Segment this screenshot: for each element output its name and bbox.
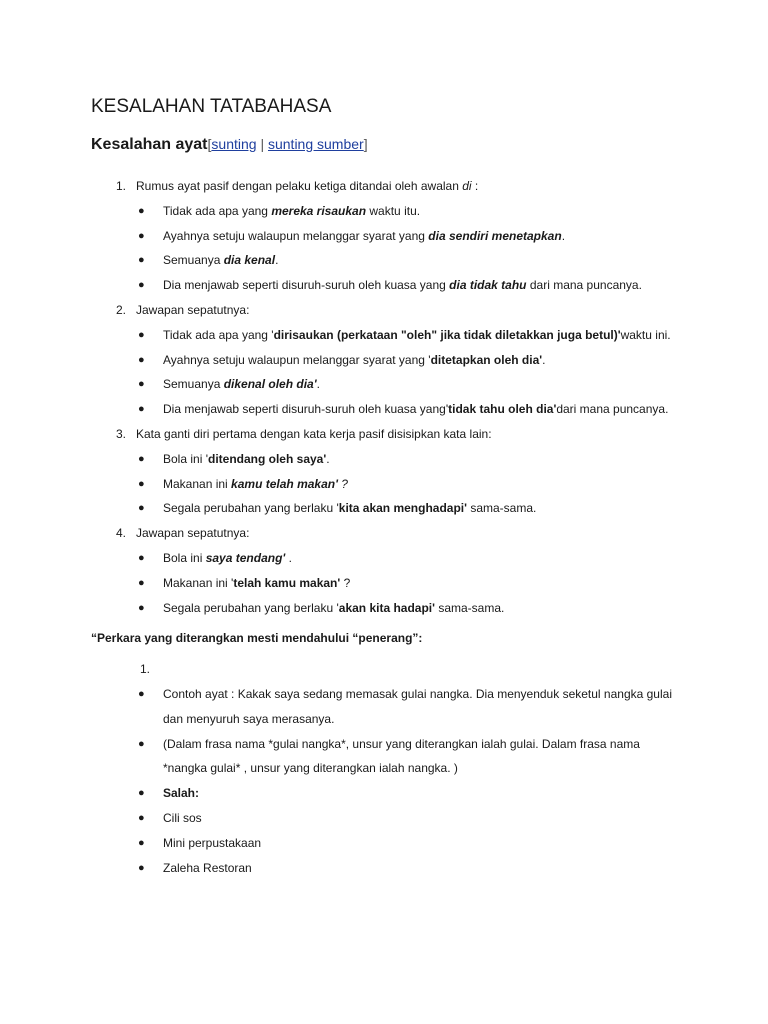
bullet-text: Ayahnya setuju walaupun melanggar syarat yang ': [163, 352, 431, 367]
bullet-item: [0, 447, 673, 472]
bullet-icon: ●: [138, 836, 145, 849]
bullet-post: sama-sama.: [467, 501, 537, 516]
bullet-post: dari mana puncanya.: [526, 278, 642, 293]
item-text: Jawapan sepatutnya:: [136, 526, 250, 541]
bullet-strong: akan kita hadapi': [338, 600, 435, 615]
bullet-item: [0, 781, 673, 806]
bullet-post: sama-sama.: [435, 600, 505, 615]
bullet-strong: Salah:: [163, 786, 200, 801]
bullet-strong: telah kamu makan': [233, 575, 341, 590]
bullet-text: Tidak ada apa yang ': [163, 327, 274, 342]
item-tail: :: [471, 179, 479, 193]
bullet-icon: ●: [138, 328, 145, 341]
page-title: KESALAHAN TATABAHASA: [91, 96, 332, 117]
bullet-text: Segala perubahan yang berlaku ': [163, 501, 339, 516]
bullet-strong: tidak tahu oleh dia': [448, 402, 557, 417]
bullet-strong: dikenal oleh dia': [223, 377, 317, 392]
bullet-text: Makanan ini: [163, 476, 232, 491]
bullet-icon: ●: [138, 403, 145, 416]
bullet-item: [0, 372, 673, 397]
numbered-item: [0, 422, 676, 447]
bullet-icon: ●: [138, 551, 145, 564]
bullet-strong: dia sendiri menetapkan: [428, 228, 562, 243]
bullet-post: .: [285, 550, 292, 565]
numbered-item: [0, 298, 676, 323]
bullet-text: (Dalam frasa nama *gulai nangka*, unsur yang diterangkan ialah gulai. Dalam frasa nama *nangka gulai* , unsur yang diterangkan ialah nangka. ): [163, 736, 640, 776]
bullet-item: [0, 732, 673, 782]
bullet-text: Ayahnya setuju walaupun melanggar syarat yang: [163, 228, 429, 243]
bullet-icon: ●: [138, 477, 145, 490]
bullet-text: Contoh ayat : Kakak saya sedang memasak gulai nangka. Dia menyenduk seketul nangka gulai dan menyuruh saya merasanya.: [163, 686, 672, 726]
bullet-icon: ●: [138, 204, 145, 217]
bullet-item: [0, 831, 673, 856]
bullet-text: Zaleha Restoran: [163, 860, 252, 875]
bullet-icon: ●: [138, 229, 145, 242]
bullet-item: [0, 856, 673, 881]
bullet-icon: ●: [138, 787, 145, 800]
bullet-item: [0, 546, 673, 571]
bullet-strong: ditendang oleh saya': [207, 451, 327, 466]
bullet-icon: ●: [138, 601, 145, 614]
bullet-item: [0, 397, 673, 422]
bullet-icon: ●: [138, 861, 145, 874]
bullet-strong: saya tendang': [205, 550, 286, 565]
bullet-icon: ●: [138, 502, 145, 515]
bullet-icon: ●: [138, 279, 145, 292]
subtitle-text: Kesalahan ayat: [91, 136, 208, 153]
bullet-strong: dia tidak tahu: [449, 278, 527, 293]
item-number: 3.: [116, 426, 127, 441]
bullet-item: [0, 224, 673, 249]
bullet-icon: ●: [138, 687, 145, 700]
bullet-strong: dirisaukan (perkataan "oleh" jika tidak diletakkan juga betul)': [273, 327, 621, 342]
edit-link[interactable]: sunting: [211, 136, 257, 152]
section-heading: “Perkara yang diterangkan mesti mendahului “penerang”:: [91, 631, 423, 646]
bullet-text: Makanan ini ': [163, 575, 234, 590]
bullet-post: ?: [337, 476, 348, 491]
bullet-text: Semuanya: [163, 253, 224, 268]
bullet-icon: ●: [138, 452, 145, 465]
bullet-icon: ●: [138, 353, 145, 366]
section-subtitle: [91, 132, 368, 157]
bullet-icon: ●: [138, 378, 145, 391]
bullet-item: [0, 348, 673, 373]
bullet-text: Dia menjawab seperti disuruh-suruh oleh kuasa yang: [163, 278, 450, 293]
bullet-post: waktu ini.: [620, 327, 671, 342]
bullet-item: [0, 323, 673, 348]
bullet-strong: ditetapkan oleh dia': [430, 352, 543, 367]
bullet-icon: ●: [138, 811, 145, 824]
bullet-text: Cili sos: [163, 810, 202, 825]
bullet-item: [0, 273, 673, 298]
item-text: Kata ganti diri pertama dengan kata kerja pasif disisipkan kata lain:: [136, 426, 492, 441]
numbered-item: 1.: [140, 662, 151, 677]
bullet-icon: ●: [138, 576, 145, 589]
edit-source-link[interactable]: sunting sumber: [267, 136, 364, 152]
bullet-post: .: [326, 451, 330, 466]
bullet-post: .: [561, 228, 566, 243]
bullet-post: dari mana puncanya.: [556, 402, 669, 417]
item-number: 1.: [116, 179, 127, 193]
bullet-post: .: [316, 377, 320, 392]
bullet-post: ?: [340, 575, 351, 590]
item-text: Rumus ayat pasif dengan pelaku ketiga ditandai oleh awalan: [136, 179, 463, 193]
bullet-text: Mini perpustakaan: [163, 835, 262, 850]
bullet-text: Semuanya: [163, 377, 224, 392]
bullet-strong: dia kenal: [223, 253, 276, 268]
bullet-item: [0, 571, 673, 596]
bullet-text: Tidak ada apa yang: [163, 203, 272, 218]
bracket-open: [: [207, 136, 212, 152]
bullet-strong: kita akan menghadapi': [338, 501, 467, 516]
item-text: Jawapan sepatutnya:: [136, 302, 250, 317]
bullet-strong: kamu telah makan': [231, 476, 338, 491]
bullet-item: [0, 496, 673, 521]
bullet-text: Dia menjawab seperti disuruh-suruh oleh kuasa yang': [163, 402, 449, 417]
bullet-item: [0, 596, 673, 621]
item-emphasis: di: [462, 179, 472, 193]
bullet-post: .: [542, 352, 546, 367]
bullet-item: [0, 682, 673, 732]
bullet-strong: mereka risaukan: [271, 203, 367, 218]
bullet-item: [0, 806, 673, 831]
bullet-text: Bola ini: [163, 550, 206, 565]
bullet-text: Segala perubahan yang berlaku ': [163, 600, 339, 615]
bullet-item: [0, 199, 673, 224]
numbered-item: [0, 521, 676, 546]
bullet-item: [0, 248, 673, 273]
link-separator: |: [256, 136, 268, 152]
item-number: 4.: [116, 526, 127, 541]
bullet-icon: ●: [138, 737, 145, 750]
bullet-item: [0, 472, 673, 497]
bullet-text: Bola ini ': [163, 451, 208, 466]
bullet-icon: ●: [138, 254, 145, 267]
bullet-post: waktu itu.: [366, 203, 421, 218]
numbered-item: [0, 174, 676, 199]
document-body: [0, 174, 768, 880]
item-number: 2.: [116, 302, 127, 317]
bullet-post: .: [275, 253, 279, 268]
bracket-close: ]: [363, 136, 368, 152]
